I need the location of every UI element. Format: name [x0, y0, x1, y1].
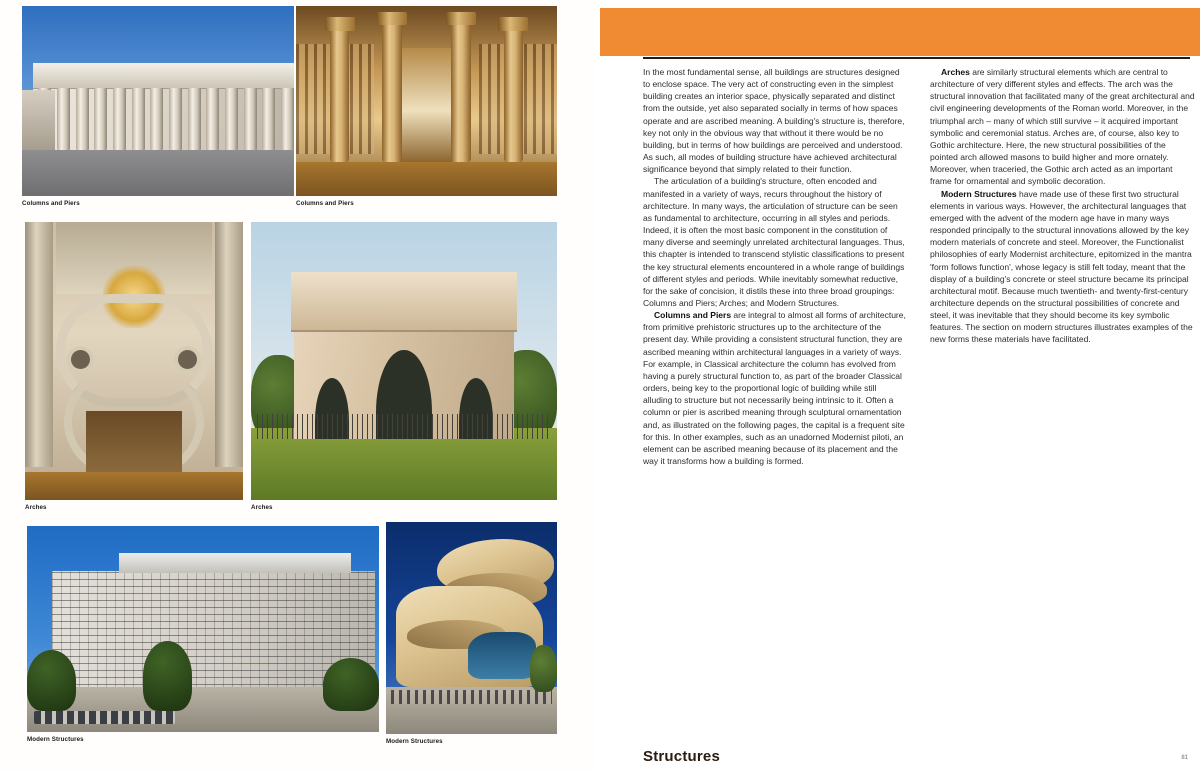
plate-arches-gothic	[25, 222, 243, 511]
paragraph-body: are integral to almost all forms of architecture, from primitive prehistoric structures up to the architecture of the present day. While providing a consistent structural function, they are ascribed meaning within architectural languages in a variety of ways. For example, in Classical architecture the column has evolved from having a purely structural function to, as part of the broader Classical orders, being key to the proportional logic of building while still alluding to structure but not necessarily being intrinsic to it. Often a column or pier is ascribed meaning through sculptural ornamentation and, as illustrated on the following pages, the capital is a frequent site for this. In other examples, such as an unadorned Modernist piloti, an element can be ascribed meaning because of its placement and the way it transforms how a building is formed.	[643, 310, 906, 466]
tree-right	[530, 645, 557, 692]
photo-great-hall	[296, 6, 557, 196]
parked-cars	[34, 711, 175, 723]
hall-column-2	[382, 21, 402, 162]
text-column-right	[930, 66, 1195, 731]
plate-caption: Arches	[25, 504, 47, 511]
visitors	[391, 690, 552, 705]
lead-in-modern-structures: Modern Structures	[941, 188, 1017, 199]
road	[22, 150, 294, 196]
paragraph-intro: In the most fundamental sense, all buildings are structures designed to enclose space. The very act of constructing even in the simplest building creates an interior space, physically separated and distinct from the outside, yet also separated socially in terms of how spaces operate and are ascribed meaning. A building's structure is, therefore, key not only in the obvious way that without it there would be no building, but in terms of how buildings are perceived and understood. As such, all modes of building structure have achieved architectural significance beyond that simply related to their function.	[643, 67, 905, 175]
tree-centre	[143, 641, 192, 711]
paragraph-body: are similarly structural elements which are central to architecture of very different styles and effects. The arch was the structural innovation that facilitated many of the great architectural and civil engineering developments of the Roman world. Moreover, in the triumphal arch – many of which still survive – it acquired important symbolic and ceremonial status. Arches are, of course, also key to Gothic architecture. Here, the new structural possibilities of the pointed arch allowed masons to build higher and more ornately. Moreover, when traceried, the Gothic arch acted as an important frame for ornamental and symbolic decoration.	[930, 67, 1195, 187]
chapter-banner	[600, 8, 1200, 56]
plate-arches-roman	[251, 222, 557, 511]
attic-storey	[291, 272, 517, 332]
column-row	[38, 88, 294, 151]
photo-curved-museum	[386, 522, 557, 734]
paragraph-body: have made use of these first two structural elements in various ways. However, the architectural languages that emerged with the advent of the modern age have in many ways responded principally to the structural innovations allowed by the key modern materials of concrete and steel. Moreover, the Functionalist philosophies of early Modernist architecture, epitomized in the mantra 'form follows function', whose legacy is still felt today, meant that the display of a building's concrete or steel structure became its principal architectural motif. Because much twentieth- and twenty-first-century architecture depends on the structural possibilities of concrete and steel, it was inevitable that they should become its key symbolic features. The section on modern structures illustrates examples of the new forms these materials have facilitated.	[930, 188, 1193, 345]
hall-floor	[296, 162, 557, 196]
hall-capital-2	[377, 12, 407, 25]
text-column-left	[643, 66, 908, 731]
hall-capital-3	[446, 12, 476, 25]
plate-caption: Modern Structures	[386, 738, 443, 745]
photo-triumphal-arch	[251, 222, 557, 500]
paragraph-columns-and-piers	[643, 309, 908, 467]
left-page	[0, 0, 595, 771]
lead-in-arches: Arches	[941, 67, 970, 77]
nave-floor	[25, 472, 243, 500]
hall-capital-4	[498, 17, 528, 30]
paragraph-arches	[930, 66, 1195, 188]
pier-right	[215, 222, 243, 467]
hall-capital-1	[325, 17, 355, 30]
glazed-entrance	[468, 632, 536, 679]
plate-caption: Modern Structures	[27, 736, 84, 743]
hall-column-1	[330, 27, 350, 162]
photo-modernist-slab	[27, 526, 379, 732]
roof-structure	[119, 553, 351, 574]
pier-left	[25, 222, 53, 467]
hall-column-4	[504, 27, 524, 162]
lead-in-columns-and-piers: Columns and Piers	[654, 310, 732, 321]
tree-right	[323, 658, 379, 712]
entablature	[33, 63, 294, 89]
photo-gothic-crossing	[25, 222, 243, 500]
body-columns	[643, 66, 1195, 731]
plate-modern-curved	[386, 522, 557, 745]
plate-modern-slab	[27, 526, 379, 743]
photo-colonnade-exterior	[22, 6, 294, 196]
plate-columns-interior	[296, 6, 557, 207]
banner-rule	[643, 57, 1190, 59]
plate-caption: Columns and Piers	[22, 200, 80, 207]
perimeter-fence	[257, 414, 551, 439]
plate-columns-exterior	[22, 6, 294, 207]
hall-column-3	[451, 21, 471, 162]
paragraph-modern-structures	[930, 188, 1195, 346]
plate-caption: Columns and Piers	[296, 200, 354, 207]
choir-screen	[86, 411, 182, 472]
paragraph-articulation: The articulation of a building's structure, often encoded and manifested in a variety of ways, recurs throughout the history of architecture. In many ways, the articulation of structure can be seen as fundamental to architecture, occurring in all styles and periods. Indeed, it is often the most basic component in the constitution of many diverse and seemingly unrelated architectural languages. Thus, this chapter is intended to transcend stylistic classifications to present the key structural elements encountered in a whole range of buildings of different styles and periods. While inevitably somewhat reductive, for the sake of concision, it distils these into three broad groupings: Columns and Piers; Arches; and Modern Structures.	[643, 176, 905, 308]
plate-caption: Arches	[251, 504, 273, 511]
right-page	[595, 0, 1200, 771]
page-number: 81	[1181, 755, 1188, 761]
tree-left	[27, 650, 76, 712]
page-title: Structures	[643, 748, 721, 765]
adjacent-building	[22, 90, 55, 151]
